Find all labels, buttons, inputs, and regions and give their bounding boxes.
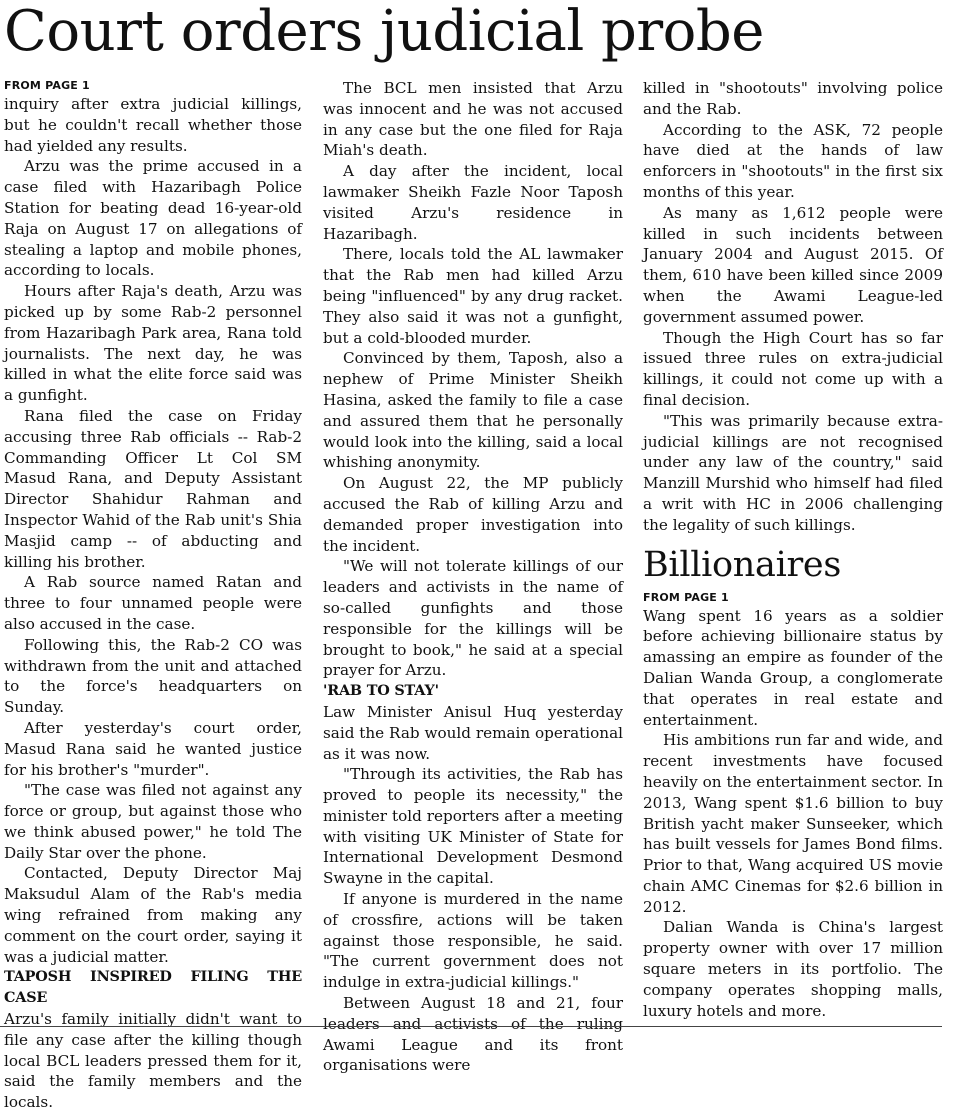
billionaires-headline: Billionaires bbox=[643, 544, 841, 585]
paragraph: "This was primarily because extra-judicial killings are not recognised under any law of the country," said Manzill Murshid who himself had filed a writ with HC in 2006 challenging the legality of such killings. bbox=[643, 411, 943, 534]
paragraph: "Through its activities, the Rab has proved to people its necessity," the minister told reporters after a meeting with visiting UK Minister of State for International Development Desmond Swayne in the capital. bbox=[323, 765, 623, 888]
paragraph: Arzu's family initially didn't want to file any case after the killing though local BCL leaders pressed them for it, said the family members and the locals. bbox=[4, 1010, 302, 1112]
paragraph: After yesterday's court order, Masud Rana said he wanted justice for his brother's "murder". bbox=[4, 718, 302, 779]
paragraph: As many as 1,612 people were killed in such incidents between January 2004 and August 2015. Of them, 610 have been killed since 2009 when the Awami League-led government assumed power. bbox=[643, 203, 943, 326]
continuation-kicker: FROM PAGE 1 bbox=[643, 590, 729, 604]
paragraph: His ambitions run far and wide, and recent investments have focused heavily on the entertainment sector. In 2013, Wang spent $1.6 billion to buy British yacht maker Sunseeker, which has built vessels for James Bond films. Prior to that, Wang acquired US movie chain AMC Cinemas for $2.6 billion in 2012. bbox=[643, 731, 943, 916]
paragraph: Hours after Raja's death, Arzu was picked up by some Rab-2 personnel from Hazaribagh Park area, Rana told journalists. The next day, he was killed in what the elite force said was a gunfight. bbox=[4, 282, 302, 405]
paragraph: The BCL men insisted that Arzu was innocent and he was not accused in any case but the one filed for Raja Miah's death. bbox=[323, 79, 623, 160]
paragraph: Between August 18 and 21, four leaders and activists of the ruling Awami League and its front organisations were bbox=[323, 994, 623, 1075]
paragraph: Convinced by them, Taposh, also a nephew of Prime Minister Sheikh Hasina, asked the family to file a case and assured them that he personally would look into the killing, said a local whishing anonymity. bbox=[323, 349, 623, 472]
paragraph: Dalian Wanda is China's largest property owner with over 17 million square meters in its portfolio. The company operates shopping malls, luxury hotels and more. bbox=[643, 918, 943, 1020]
article-column-1 bbox=[4, 78, 302, 1113]
paragraph: Contacted, Deputy Director Maj Maksudul Alam of the Rab's media wing refrained from making any comment on the court order, saying it was a judicial matter. bbox=[4, 864, 302, 966]
headline: Court orders judicial probe bbox=[4, 0, 764, 64]
paragraph: "We will not tolerate killings of our leaders and activists in the name of so-called gunfights and those responsible for the killings will be brought to book," he said at a special prayer for Arzu. bbox=[323, 557, 623, 680]
subheading: TAPOSH INSPIRED FILING THE CASE bbox=[4, 968, 302, 1007]
paragraph: Arzu was the prime accused in a case filed with Hazaribagh Police Station for beating dead 16-year-old Raja on August 17 on allegations of stealing a laptop and mobile phones, according to locals. bbox=[4, 157, 302, 280]
paragraph: inquiry after extra judicial killings, but he couldn't recall whether those had yielded any results. bbox=[4, 95, 302, 155]
paragraph: If anyone is murdered in the name of crossfire, actions will be taken against those responsible, he said. "The current government does not indulge in extra-judicial killings." bbox=[323, 890, 623, 992]
paragraph: Rana filed the case on Friday accusing three Rab officials -- Rab-2 Commanding Officer Lt Col SM Masud Rana, and Deputy Assistant Director Shahidur Rahman and Inspector Wahid of the Rab unit's Shia Masjid camp -- of abducting and killing his brother. bbox=[4, 406, 302, 571]
paragraph: "The case was filed not against any force or group, but against those who we think abused power," he told The Daily Star over the phone. bbox=[4, 781, 302, 862]
continuation-kicker: FROM PAGE 1 bbox=[4, 79, 90, 92]
paragraph: Law Minister Anisul Huq yesterday said the Rab would remain operational as it was now. bbox=[323, 702, 623, 763]
subheading: 'RAB TO STAY' bbox=[323, 682, 439, 700]
paragraph: Wang spent 16 years as a soldier before achieving billionaire status by amassing an empire as founder of the Dalian Wanda Group, a conglomerate that operates in real estate and entertainment. bbox=[643, 606, 943, 729]
paragraph: killed in "shootouts" involving police and the Rab. bbox=[643, 79, 943, 118]
paragraph: According to the ASK, 72 people have died at the hands of law enforcers in "shootouts" in the first six months of this year. bbox=[643, 120, 943, 201]
bottom-rule bbox=[0, 1026, 942, 1027]
paragraph: Following this, the Rab-2 CO was withdrawn from the unit and attached to the force's headquarters on Sunday. bbox=[4, 635, 302, 717]
paragraph: There, locals told the AL lawmaker that the Rab men had killed Arzu being "influenced" by any drug racket. They also said it was not a gunfight, but a cold-blooded murder. bbox=[323, 245, 623, 347]
paragraph: A day after the incident, local lawmaker Sheikh Fazle Noor Taposh visited Arzu's residence in Hazaribagh. bbox=[323, 162, 623, 243]
paragraph: On August 22, the MP publicly accused the Rab of killing Arzu and demanded proper investigation into the incident. bbox=[323, 474, 623, 555]
paragraph: A Rab source named Ratan and three to four unnamed people were also accused in the case. bbox=[4, 573, 302, 633]
article-column-2 bbox=[323, 78, 623, 1076]
article-column-3 bbox=[643, 78, 943, 1021]
paragraph: Though the High Court has so far issued three rules on extra-judicial killings, it could not come up with a final decision. bbox=[643, 328, 943, 409]
